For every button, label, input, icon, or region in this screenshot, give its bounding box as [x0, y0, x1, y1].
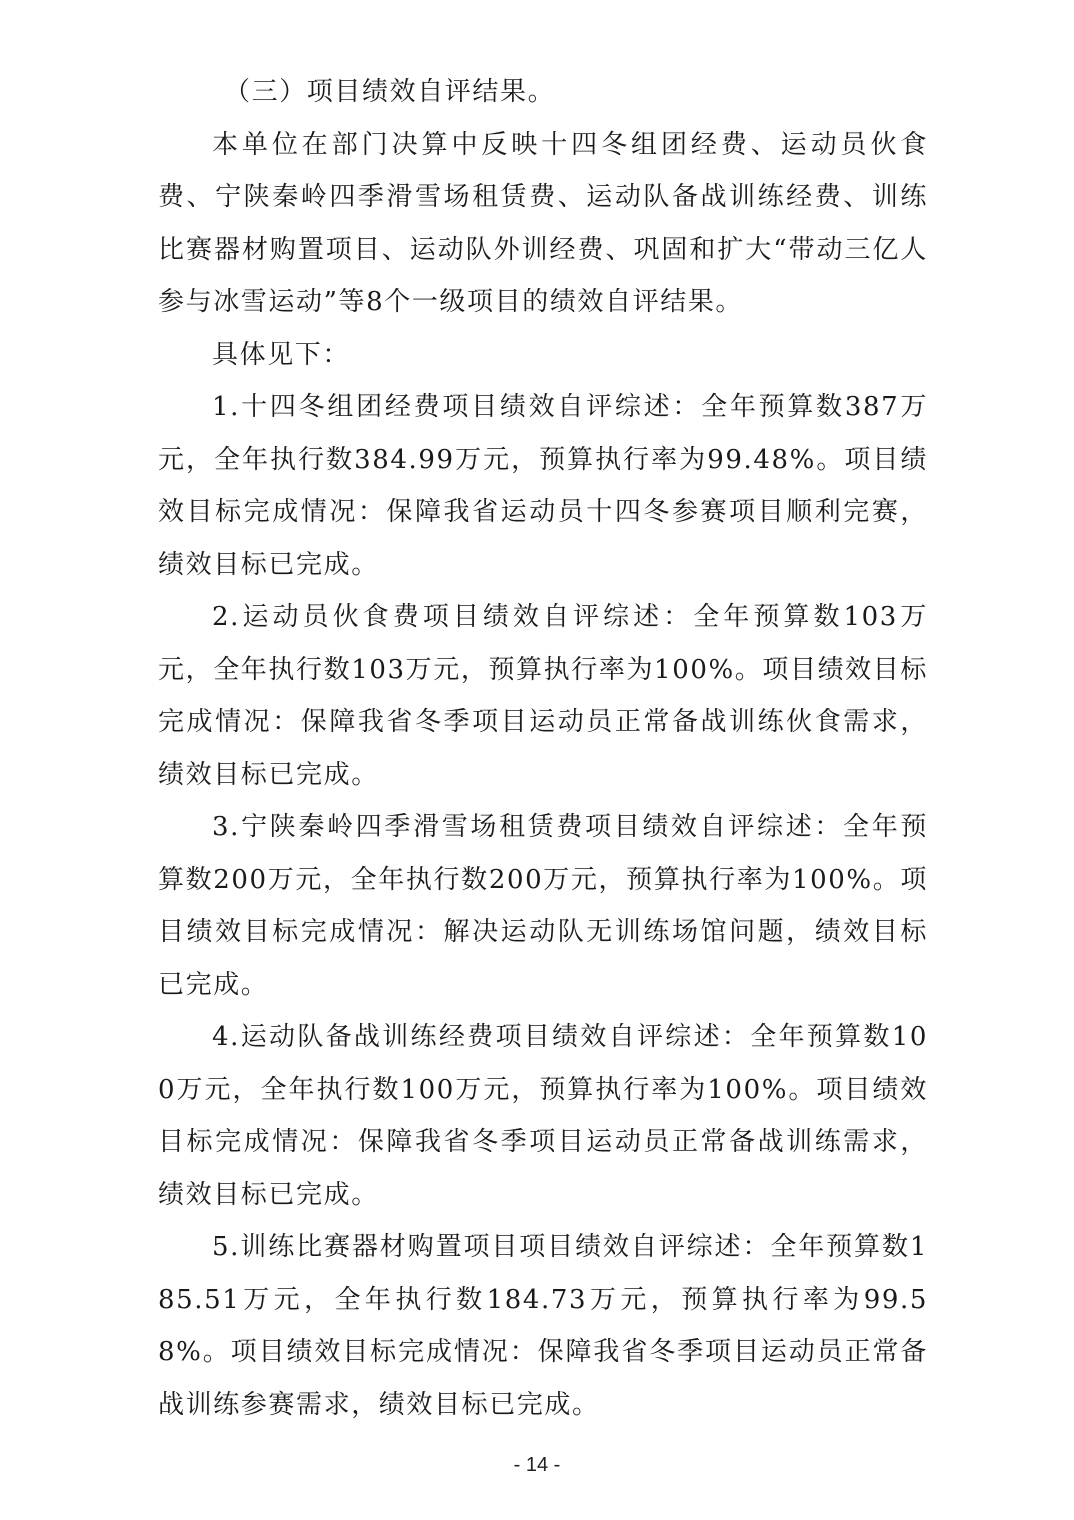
- section-heading: （三）项目绩效自评结果。: [224, 77, 556, 107]
- page-number: - 14 -: [513, 1454, 561, 1476]
- intro-paragraph: 本单位在部门决算中反映十四冬组团经费、运动员伙食费、宁陕秦岭四季滑雪场租赁费、运动队备战训练经费、训练比赛器材购置项目、运动队外训经费、巩固和扩大“带动三亿人参与冰雪运动”等8个一级项目的绩效自评结果。: [158, 129, 928, 317]
- item-paragraph-3: 3.宁陕秦岭四季滑雪场租赁费项目绩效自评综述：全年预算数200万元，全年执行数200万元，预算执行率为100%。项目绩效目标完成情况：解决运动队无训练场馆问题，绩效目标已完成。: [158, 812, 928, 1000]
- item-paragraph-4: 4.运动队备战训练经费项目绩效自评综述：全年预算数100万元，全年执行数100万元，预算执行率为100%。项目绩效目标完成情况：保障我省冬季项目运动员正常备战训练需求，绩效目标已完成。: [158, 1022, 928, 1210]
- see-below-paragraph: 具体见下：: [212, 339, 351, 370]
- document-body: [158, 66, 928, 1431]
- item-paragraph-5: 5.训练比赛器材购置项目项目绩效自评综述：全年预算数185.51万元，全年执行数184.73万元，预算执行率为99.58%。项目绩效目标完成情况：保障我省冬季项目运动员正常备战训练参赛需求，绩效目标已完成。: [158, 1232, 928, 1420]
- item-paragraph-1: 1.十四冬组团经费项目绩效自评综述：全年预算数387万元，全年执行数384.99万元，预算执行率为99.48%。项目绩效目标完成情况：保障我省运动员十四冬参赛项目顺利完赛，绩效目标已完成。: [158, 392, 928, 580]
- item-paragraph-2: 2.运动员伙食费项目绩效自评综述：全年预算数103万元，全年执行数103万元，预算执行率为100%。项目绩效目标完成情况：保障我省冬季项目运动员正常备战训练伙食需求，绩效目标已完成。: [158, 602, 928, 790]
